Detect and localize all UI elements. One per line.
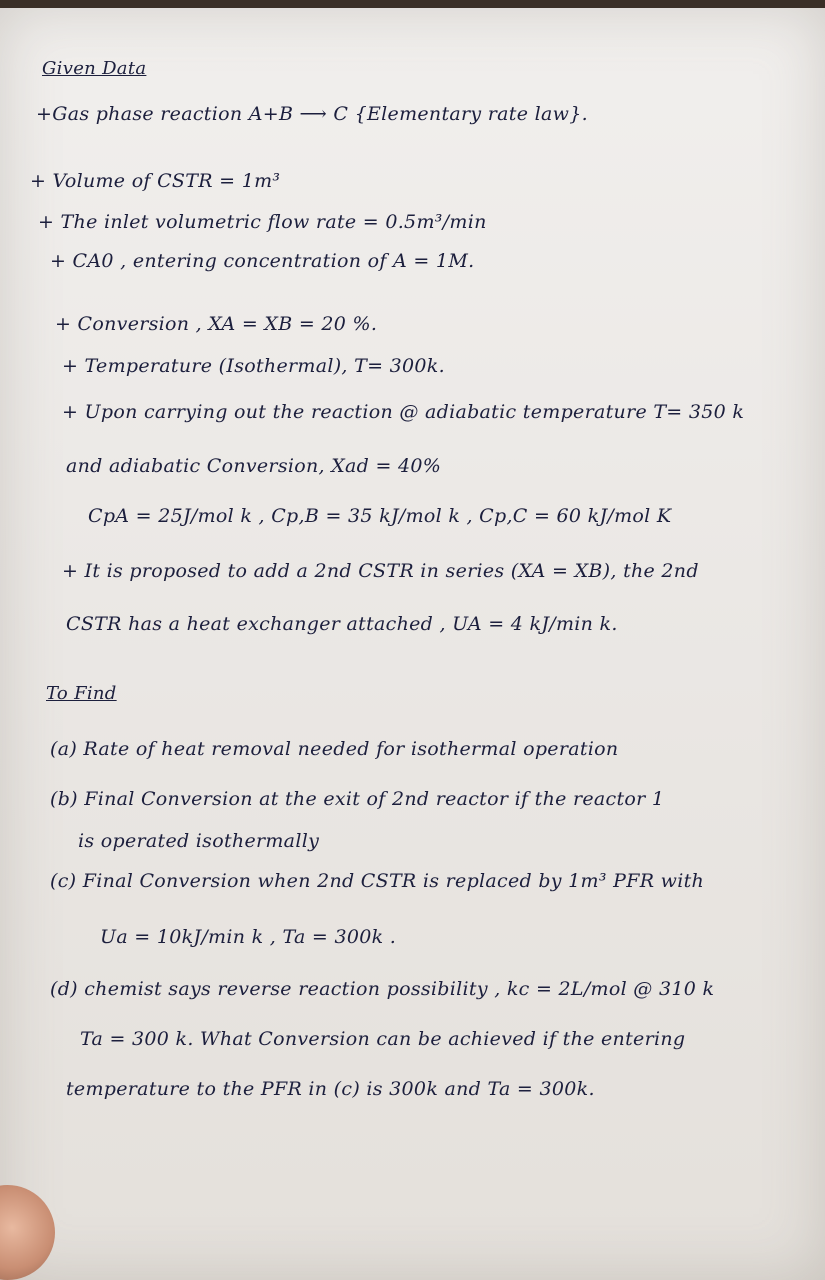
find-item-a: (a) Rate of heat removal needed for isothermal operation bbox=[50, 738, 619, 760]
given-data-heading: Given Data bbox=[42, 58, 147, 79]
given-line-concentration: + CA0 , entering concentration of A = 1M. bbox=[50, 250, 475, 272]
given-line-second-cstr: + It is proposed to add a 2nd CSTR in series (XA = XB), the 2nd bbox=[62, 560, 699, 582]
given-line-volume: + Volume of CSTR = 1m³ bbox=[30, 170, 281, 192]
given-line-conversion: + Conversion , XA = XB = 20 %. bbox=[55, 313, 378, 335]
given-line-adiabatic-conversion: and adiabatic Conversion, Xad = 40% bbox=[66, 455, 442, 477]
given-line-adiabatic: + Upon carrying out the reaction @ adiabatic temperature T= 350 k bbox=[62, 401, 745, 423]
find-item-c: (c) Final Conversion when 2nd CSTR is replaced by 1m³ PFR with bbox=[50, 870, 705, 892]
given-line-flow-rate: + The inlet volumetric flow rate = 0.5m³/min bbox=[38, 211, 487, 233]
given-line-heat-capacities: CpA = 25J/mol k , Cp,B = 35 kJ/mol k , Cp,C = 60 kJ/mol K bbox=[88, 505, 672, 527]
given-line-heat-exchanger: CSTR has a heat exchanger attached , UA = 4 kJ/min k. bbox=[66, 613, 618, 635]
find-item-d-cont2: temperature to the PFR in (c) is 300k and Ta = 300k. bbox=[66, 1078, 595, 1100]
given-line-temperature: + Temperature (Isothermal), T= 300k. bbox=[62, 355, 445, 377]
find-item-c-cont: Ua = 10kJ/min k , Ta = 300k . bbox=[100, 926, 397, 948]
find-item-d: (d) chemist says reverse reaction possibility , kc = 2L/mol @ 310 k bbox=[50, 978, 715, 1000]
given-line-reaction: +Gas phase reaction A+B ⟶ C {Elementary rate law}. bbox=[36, 103, 588, 125]
find-item-b-cont: is operated isothermally bbox=[78, 830, 320, 852]
to-find-heading: To Find bbox=[46, 683, 117, 704]
notebook-page bbox=[0, 8, 825, 1280]
find-item-d-cont: Ta = 300 k. What Conversion can be achieved if the entering bbox=[80, 1028, 686, 1050]
find-item-b: (b) Final Conversion at the exit of 2nd reactor if the reactor 1 bbox=[50, 788, 665, 810]
